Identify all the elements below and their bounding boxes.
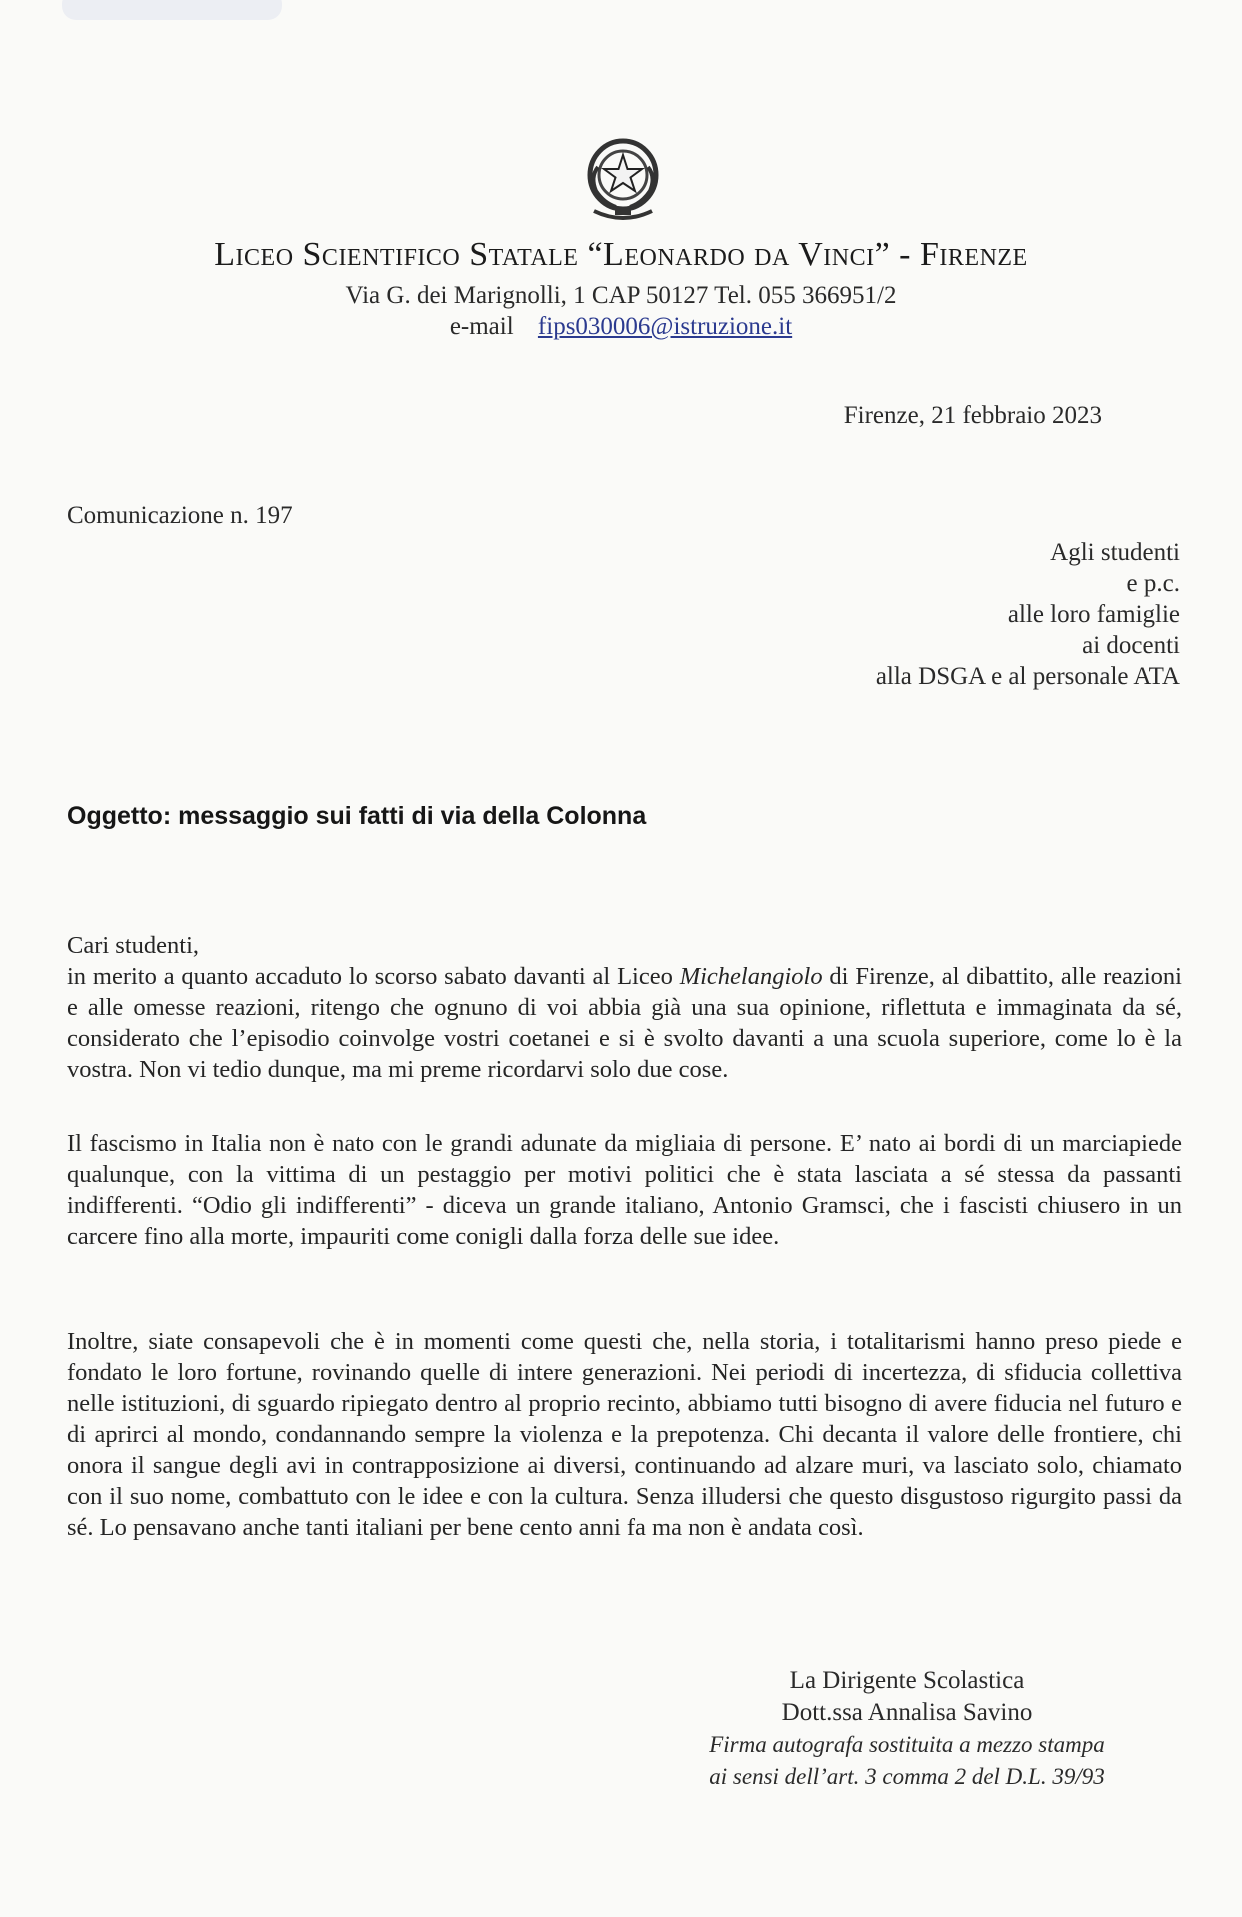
signature-name: Dott.ssa Annalisa Savino xyxy=(781,1699,1033,1726)
recipient-line: alle loro famiglie xyxy=(1007,601,1180,628)
school-address: Via G. dei Marignolli, 1 CAP 50127 Tel. 055 366951/2 xyxy=(345,282,897,309)
school-email-line xyxy=(0,313,1242,341)
signature-note: ai sensi dell’art. 3 comma 2 del D.L. 39/93 xyxy=(709,1764,1105,1789)
letter-date: Firenze, 21 febbraio 2023 xyxy=(843,402,1102,429)
paragraph-3: Inoltre, siate consapevoli che è in momenti come questi che, nella storia, i totalitarismi hanno preso piede e fondato le loro fortune, rovinando quelle di intere generazioni. Nei periodi di incertezza, di sfiducia collettiva nelle istituzioni, di sguardo ripiegato dentro al proprio recinto, abbiamo tutti bisogno di avere fiducia nel futuro e di aprirci al mondo, condannando sempre la violenza e la prepotenza. Chi decanta il valore delle frontiere, chi onora il sangue degli avi in contrapposizione ai diversi, continuando ad alzare muri, va lasciato solo, chiamato con il suo nome, combattuto con le idee e con la cultura. Senza illudersi che questo disgustoso rigurgito passi da sé. Lo pensavano anche tanti italiani per bene cento anni fa ma non è andata così. xyxy=(67,1328,1182,1541)
browser-tab-pill xyxy=(62,0,282,20)
paragraph-1-text-end: di Firenze, al dibattito, alle reazioni e alle omesse reazioni, ritengo che ognuno di voi abbia già una sua opinione, riflettuta e immaginata da sé, considerato che l’episodio coinvolge vostri coetanei e si è svolto davanti a una scuola superiore, come lo è la vostra. Non vi tedio dunque, ma mi preme ricordarvi solo due cose. xyxy=(67,963,1182,1083)
recipient-line: Agli studenti xyxy=(1050,539,1180,566)
greeting: Cari studenti, xyxy=(67,932,200,959)
italian-republic-emblem-icon xyxy=(580,133,666,225)
paragraph-1 xyxy=(67,961,1182,1085)
recipient-line: ai docenti xyxy=(1082,632,1180,659)
signature-role: La Dirigente Scolastica xyxy=(789,1667,1025,1694)
email-label: e-mail xyxy=(449,313,514,340)
subject-line: Oggetto: messaggio sui fatti di via della Colonna xyxy=(67,802,647,830)
recipients-block xyxy=(876,537,1180,692)
recipient-line: alla DSGA e al personale ATA xyxy=(875,663,1180,690)
paragraph-2: Il fascismo in Italia non è nato con le grandi adunate da migliaia di persone. E’ nato ai bordi di un marciapiede qualunque, con la vittima di un pestaggio per motivi politici che è stata lasciata a sé stessa da passanti indifferenti. “Odio gli indifferenti” - diceva un grande italiano, Antonio Gramsci, che i fascisti chiusero in un carcere fino alla morte, impauriti come conigli dalla forza delle sue idee. xyxy=(67,1130,1182,1250)
school-name: Liceo Scientifico Statale “Leonardo da Vinci” - Firenze xyxy=(214,236,1028,273)
recipient-line: e p.c. xyxy=(1126,570,1180,597)
email-link[interactable]: fips030006@istruzione.it xyxy=(537,313,793,340)
communication-number: Comunicazione n. 197 xyxy=(67,502,293,529)
signature-note: Firma autografa sostituita a mezzo stampa xyxy=(709,1732,1105,1757)
signature-block xyxy=(672,1665,1142,1793)
paragraph-1-text-start: in merito a quanto accaduto lo scorso sabato davanti al Liceo xyxy=(67,963,680,990)
school-name-italic: Michelangiolo xyxy=(679,963,823,990)
